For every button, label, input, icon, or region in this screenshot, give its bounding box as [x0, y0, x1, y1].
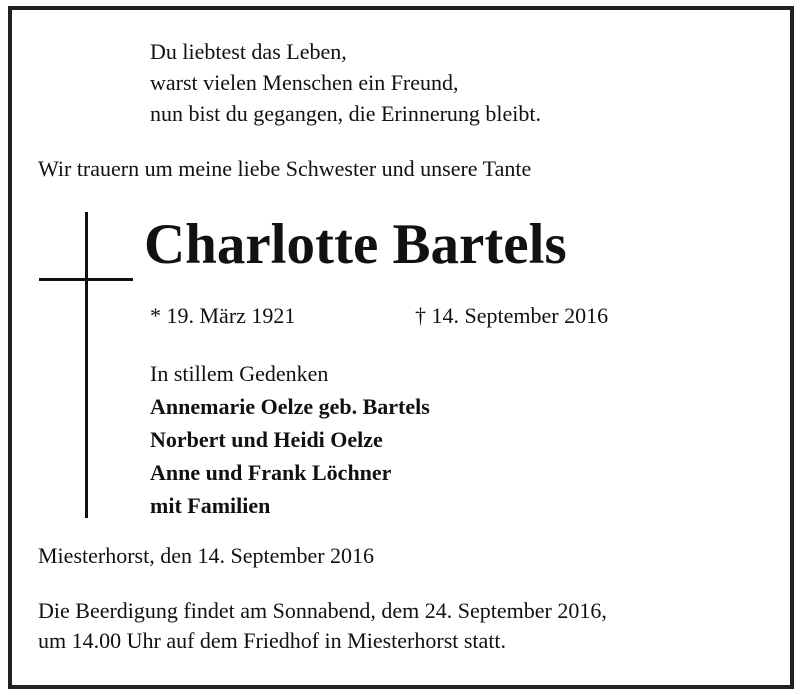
place-date: Miesterhorst, den 14. September 2016 [38, 543, 375, 568]
poem [150, 36, 541, 129]
mourner-name: Annemarie Oelze geb. Bartels [150, 394, 430, 419]
mourner-name: mit Familien [150, 493, 271, 518]
funeral-notice [38, 596, 607, 656]
deceased-name: Charlotte Bartels [144, 213, 567, 276]
funeral-line: um 14.00 Uhr auf dem Friedhof in Miesterhorst statt. [38, 628, 507, 653]
mourners-heading: In stillem Gedenken [150, 361, 329, 386]
birth-date: * 19. März 1921 [150, 303, 296, 328]
mourners-list [150, 357, 430, 522]
mourner-name: Norbert und Heidi Oelze [150, 427, 383, 452]
cross-icon [85, 212, 88, 518]
poem-line: Du liebtest das Leben, [150, 39, 347, 64]
cross-icon-bar [39, 278, 133, 281]
mourner-name: Anne und Frank Löchner [150, 460, 392, 485]
intro-text: Wir trauern um meine liebe Schwester und unsere Tante [38, 156, 532, 181]
death-date: † 14. September 2016 [415, 303, 609, 328]
poem-line: warst vielen Menschen ein Freund, [150, 70, 459, 95]
obituary-frame [8, 6, 794, 689]
poem-line: nun bist du gegangen, die Erinnerung bleibt. [150, 101, 542, 126]
funeral-line: Die Beerdigung findet am Sonnabend, dem 24. September 2016, [38, 598, 607, 623]
